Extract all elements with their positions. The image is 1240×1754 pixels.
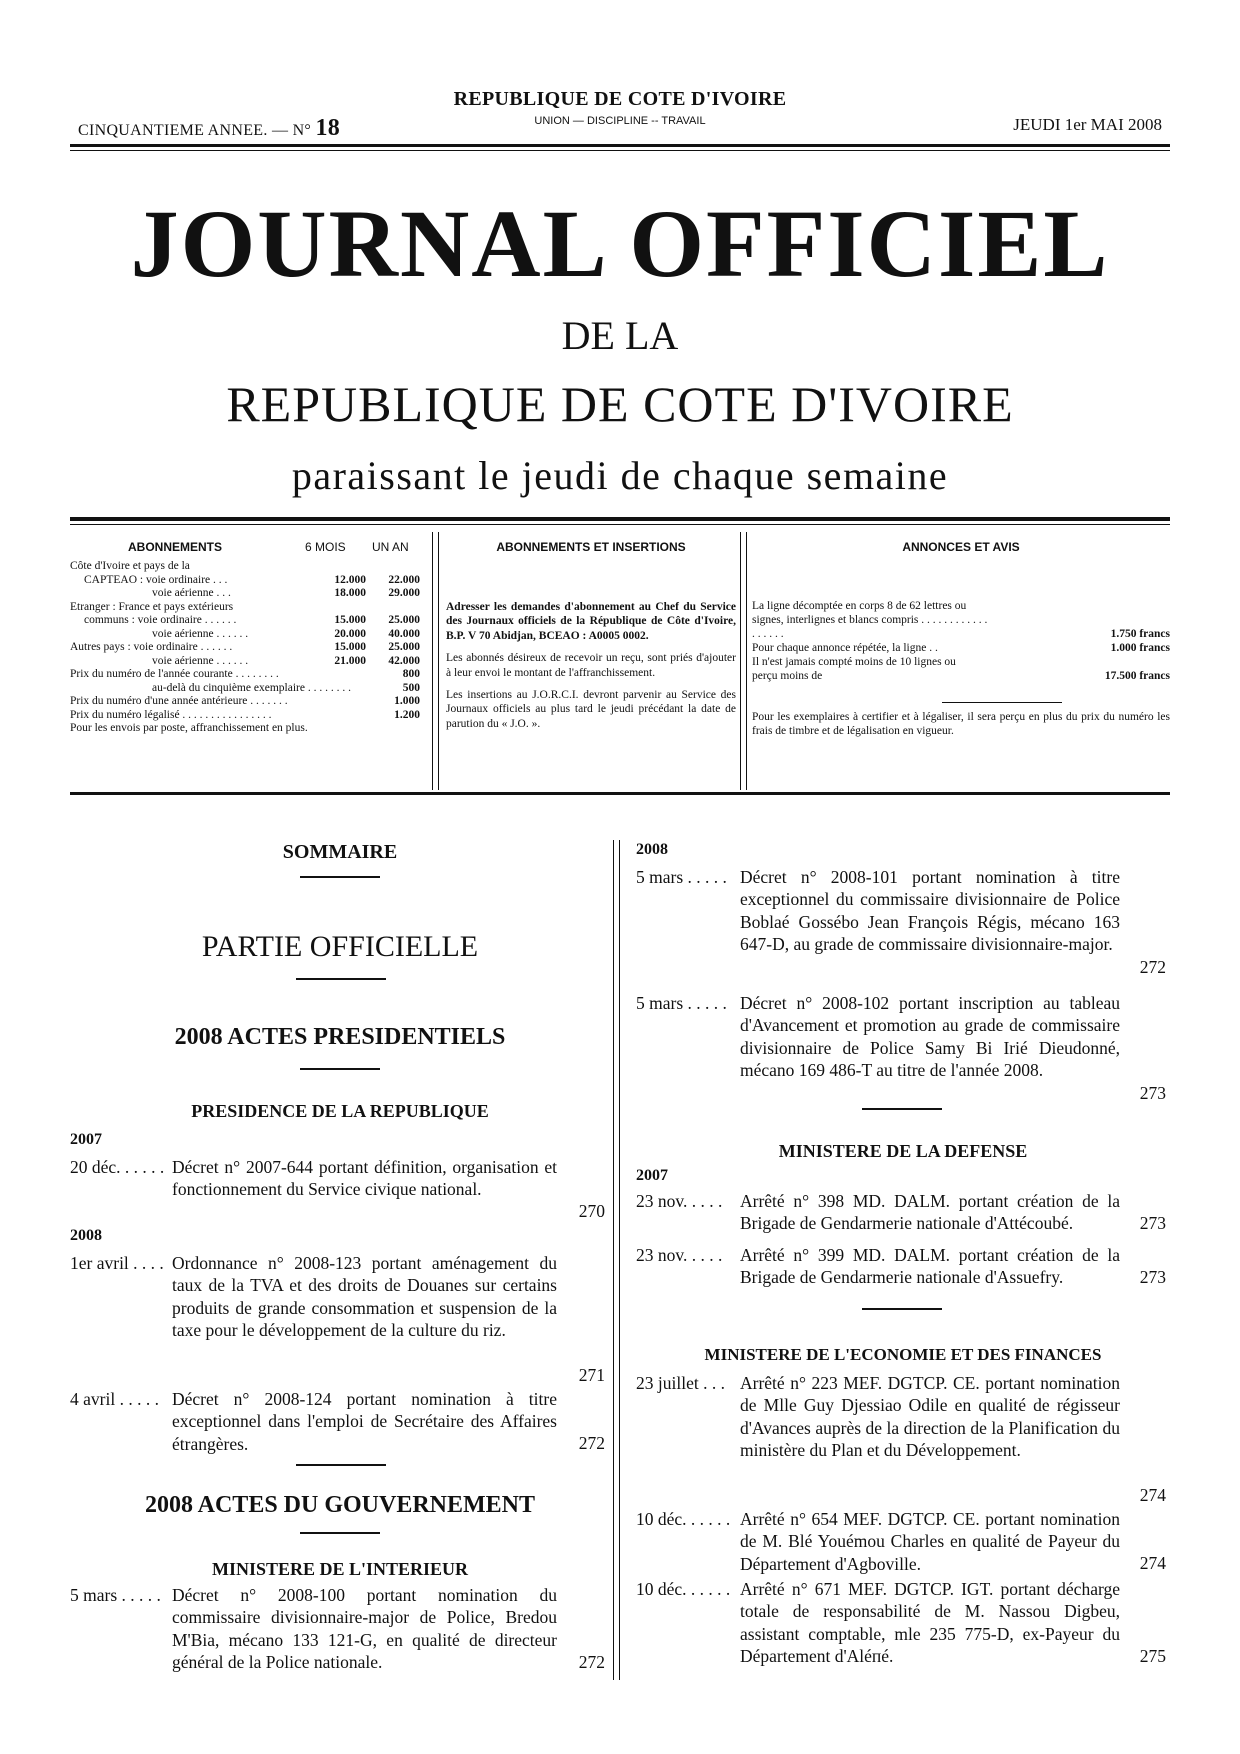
- abonnement-v2: 1.200: [394, 708, 420, 721]
- country-title: REPUBLIQUE DE COTE D'IVOIRE: [226, 376, 1014, 432]
- year-label: 2007: [70, 1131, 102, 1148]
- abonnements-column: [70, 532, 428, 790]
- annonces-l3: Il n'est jamais compté moins de 10 lignes ou perçu moins de: [752, 656, 956, 682]
- abonnement-v2: 500: [402, 681, 420, 694]
- abonnement-label: communs : voie ordinaire . . . . . .: [84, 614, 237, 626]
- annonces-l2: Pour chaque annonce répétée, la ligne . .: [752, 642, 938, 654]
- col-6mois: 6 MOIS: [305, 540, 346, 554]
- separator: [300, 876, 380, 878]
- abonnements-heading: ABONNEMENTS: [128, 540, 223, 554]
- economie-heading: MINISTERE DE L'ECONOMIE ET DES FINANCES: [704, 1345, 1102, 1364]
- abonnement-v1: 20.000: [334, 627, 366, 640]
- abonnement-label: Côte d'Ivoire et pays de la: [70, 560, 190, 572]
- issue-date: JEUDI 1er MAI 2008: [1013, 115, 1162, 134]
- contents-divider: [613, 840, 620, 1680]
- abonnement-v2: 40.000: [388, 627, 420, 640]
- separator: [862, 1108, 942, 1110]
- entry-date: 23 nov. . . . .: [636, 1191, 723, 1211]
- col-un-an: UN AN: [372, 540, 409, 554]
- entry-description: Arrêté n° 398 MD. DALM. portant création de la Brigade de Gendarmerie nationale d'Attécoubé.: [740, 1191, 1120, 1234]
- year-label: 2008: [636, 841, 668, 858]
- republic-title: REPUBLIQUE DE COTE D'IVOIRE: [453, 88, 787, 110]
- abonnement-v2: 29.000: [388, 587, 420, 599]
- abonnement-v2: 1.000: [394, 695, 420, 707]
- entry-page: 272: [578, 1652, 605, 1672]
- entry-date: 5 mars . . . . .: [636, 993, 727, 1013]
- entry-page: 274: [1139, 1553, 1166, 1573]
- entry-page: 273: [1139, 1083, 1166, 1103]
- annonces-l1-price: 1.750 francs: [1110, 628, 1170, 640]
- entry-page: 273: [1139, 1267, 1166, 1287]
- abonnement-v2: 25.000: [388, 641, 420, 653]
- actes-gouvernement: 2008 ACTES DU GOUVERNEMENT: [144, 1492, 536, 1518]
- abonnement-v1: 18.000: [334, 587, 366, 599]
- entry-date: 10 déc. . . . . .: [636, 1579, 731, 1599]
- republic-motto: UNION — DISCIPLINE -- TRAVAIL: [534, 115, 706, 127]
- insertions-heading: ABONNEMENTS ET INSERTIONS: [496, 540, 686, 554]
- entry-page: 270: [578, 1201, 605, 1221]
- abonnement-v1: 15.000: [334, 614, 366, 626]
- insertions-column: [446, 532, 736, 790]
- entry-description: Arrêté n° 223 MEF. DGTCP. CE. portant nomination de Mlle Guy Djessiao Odile en qualité de régisseur d'Avances auprès de la direction de la Planification du ministère du Plan et du Développement.: [740, 1373, 1120, 1461]
- abonnement-label: voie aérienne . . . . . .: [152, 627, 249, 640]
- entry-page: 272: [1139, 957, 1166, 977]
- entry-page: 272: [578, 1433, 605, 1453]
- abonnement-label: au-delà du cinquième exemplaire . . . . . . . .: [152, 681, 351, 694]
- entry-date: 5 mars . . . . .: [70, 1585, 161, 1605]
- partie-officielle: PARTIE OFFICIELLE: [201, 930, 479, 963]
- abonnement-label: voie aérienne . . .: [152, 587, 231, 599]
- annonces-l1: La ligne décomptée en corps 8 de 62 lettres ou signes, interlignes et blancs compris . . . . . . . . . . . . . . . . . .: [752, 600, 988, 640]
- issue-prefix: CINQUANTIEME ANNEE. — N°: [78, 122, 312, 139]
- annonces-sep: [942, 702, 1062, 703]
- masthead-rule-thin: [70, 524, 1170, 525]
- abonnement-label: Prix du numéro d'une année antérieure . . . . . . .: [70, 695, 288, 707]
- insertions-p1: Adresser les demandes d'abonnement au Chef du Service des Journaux officiels de la République de Côte d'Ivoire, B.P. V 70 Abidjan, BCEAO : A0005 0002.: [446, 601, 736, 642]
- annonces-p2: Pour les exemplaires à certifier et à légaliser, il sera perçu en plus du prix du numéro les frais de timbre et de légalisation en vigueur.: [752, 711, 1170, 737]
- abonnement-label: Prix du numéro de l'année courante . . . . . . . .: [70, 668, 279, 680]
- separator: [300, 1532, 380, 1534]
- entry-page: 271: [578, 1365, 605, 1385]
- entry-date: 5 mars . . . . .: [636, 867, 727, 887]
- presidence-heading: PRESIDENCE DE LA REPUBLIQUE: [191, 1101, 489, 1121]
- entry-description: Arrêté n° 671 MEF. DGTCP. IGT. portant décharge totale de responsabilité de M. Nassou Digbeu, assistant comptable, mle 235 775-D, ex-Payeur du Département d'Aléпé.: [740, 1579, 1120, 1667]
- entry-description: Décret n° 2008-101 portant nomination à titre exceptionnel du commissaire divisionnaire de Police Boblaé Gossébo Jean François Régis, mécano 163 647-D, au grade de commissaire divisionnaire-major.: [740, 867, 1120, 955]
- abonnement-v1: 21.000: [334, 654, 366, 667]
- entry-page: 274: [1139, 1485, 1166, 1505]
- column-divider: [740, 532, 747, 790]
- box-bottom-rule: [70, 792, 1170, 795]
- entry-description: Arrêté n° 399 MD. DALM. portant création de la Brigade de Gendarmerie nationale d'Assuefry.: [740, 1245, 1120, 1288]
- entry-description: Décret n° 2008-102 portant inscription au tableau d'Avancement et promotion au grade de commissaire divisionnaire de Police Samy Bi Irié Dieudonné, mécano 169 486-T au titre de l'année 2008.: [740, 993, 1120, 1081]
- year-label: 2007: [636, 1167, 668, 1184]
- masthead-rule: [70, 517, 1170, 521]
- header-rule: [70, 144, 1170, 147]
- interieur-heading: MINISTERE DE L'INTERIEUR: [211, 1559, 469, 1579]
- entry-date: 23 nov. . . . .: [636, 1245, 723, 1265]
- abonnement-label: Autres pays : voie ordinaire . . . . . .: [70, 641, 233, 653]
- abonnement-v2: 42.000: [388, 654, 420, 667]
- abonnement-label: CAPTEAO : voie ordinaire . . .: [84, 573, 228, 586]
- annonces-column: [752, 532, 1170, 790]
- entry-date: 20 déc. . . . . .: [70, 1157, 165, 1177]
- separator: [296, 978, 386, 980]
- year-label: 2008: [70, 1227, 102, 1244]
- entry-description: Décret n° 2008-100 portant nomination du commissaire divisionnaire-major de Police, Bredou M'Bia, mécano 133 121-G, en qualité de directeur général de la Police nationale.: [172, 1585, 557, 1673]
- separator: [300, 1068, 380, 1070]
- entry-description: Décret n° 2007-644 portant définition, organisation et fonctionnement du Service civique national.: [172, 1157, 557, 1200]
- abonnement-v1: 12.000: [334, 573, 366, 586]
- abonnement-v1: 15.000: [334, 641, 366, 653]
- entry-date: 10 déc. . . . . .: [636, 1509, 731, 1529]
- annonces-l2-price: 1.000 francs: [1110, 642, 1170, 654]
- abonnement-label: voie aérienne . . . . . .: [152, 654, 249, 667]
- abonnement-label: Prix du numéro légalisé . . . . . . . . . . . . . . . .: [70, 708, 272, 721]
- abonnement-label: Etranger : France et pays extérieurs: [70, 600, 234, 613]
- entry-page: 275: [1139, 1646, 1166, 1666]
- entry-date: 23 juillet . . .: [636, 1373, 725, 1393]
- abonnement-v2: 800: [402, 668, 420, 680]
- entry-description: Ordonnance n° 2008-123 portant aménagement du taux de la TVA et des droits de Douanes sur certains produits de grande consommation et suspension de la taxe pour le développement de la culture du riz.: [172, 1253, 557, 1341]
- separator: [296, 1464, 386, 1466]
- entry-description: Décret n° 2008-124 portant nomination à titre exceptionnel dans l'emploi de Secrétaire des Affaires étrangères.: [172, 1389, 557, 1454]
- column-divider: [432, 532, 439, 790]
- entry-date: 1er avril . . . .: [70, 1253, 164, 1273]
- entry-description: Arrêté n° 654 MEF. DGTCP. CE. portant nomination de M. Blé Youémou Charles en qualité de Payeur du Département d'Agboville.: [740, 1509, 1120, 1574]
- issue-number: 18: [315, 115, 341, 141]
- entry-date: 4 avril . . . . .: [70, 1389, 159, 1409]
- abonnement-v2: 25.000: [388, 614, 420, 626]
- sommaire-title: SOMMAIRE: [282, 841, 398, 863]
- defense-heading: MINISTERE DE LA DEFENSE: [778, 1141, 1028, 1161]
- insertions-p2: Les abonnés désireux de recevoir un reçu, sont priés d'ajouter à leur envoi le montant de l'affranchissement.: [446, 652, 736, 679]
- de-la: DE LA: [561, 313, 679, 358]
- annonces-l3-price: 17.500 francs: [1104, 670, 1170, 682]
- frequency-line: paraissant le jeudi de chaque semaine: [291, 453, 949, 498]
- actes-presidentiels: 2008 ACTES PRESIDENTIELS: [174, 1024, 506, 1050]
- annonces-heading: ANNONCES ET AVIS: [902, 540, 1020, 554]
- abonnement-v2: 22.000: [388, 573, 420, 586]
- header-rule-thin: [70, 150, 1170, 151]
- entry-page: 273: [1139, 1213, 1166, 1233]
- subscription-info: [70, 532, 1170, 790]
- separator: [862, 1308, 942, 1310]
- journal-title: JOURNAL OFFICIEL: [130, 190, 1110, 297]
- insertions-p3: Les insertions au J.O.R.C.I. devront parvenir au Service des Journaux officiels au plus tard le jeudi précédant la date de parution du « J.O. ».: [446, 688, 736, 730]
- abonnement-label: Pour les envois par poste, affranchissement en plus.: [70, 722, 308, 734]
